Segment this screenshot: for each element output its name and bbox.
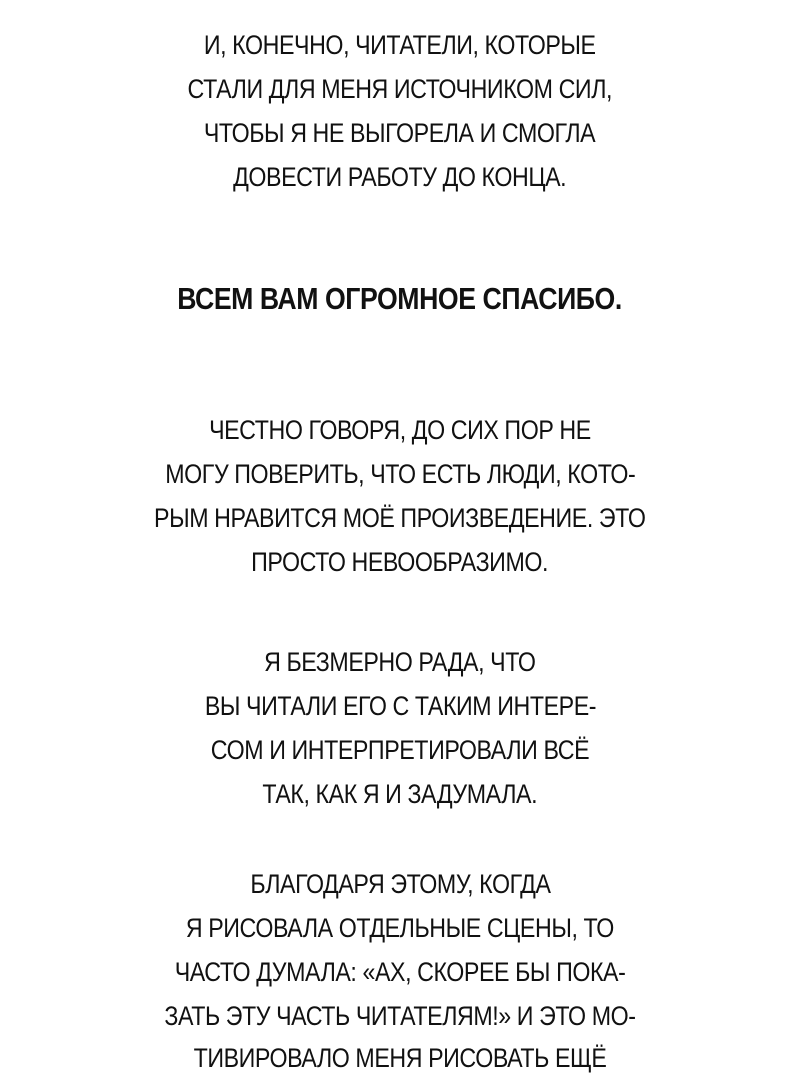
text: И, КОНЕЧНО, ЧИТАТЕЛИ, КОТОРЫЕ bbox=[204, 30, 596, 60]
text-line bbox=[0, 545, 800, 579]
text: ВЫ ЧИТАЛИ ЕГО С ТАКИМ ИНТЕРЕ- bbox=[204, 691, 596, 721]
text: ЧАСТО ДУМАЛА: «АХ, СКОРЕЕ БЫ ПОКА- bbox=[174, 957, 626, 987]
text: ЗАТЬ ЭТУ ЧАСТЬ ЧИТАТЕЛЯМ!» И ЭТО МО- bbox=[164, 1001, 636, 1031]
text-line bbox=[0, 733, 800, 767]
text-line bbox=[0, 72, 800, 106]
text: Я БЕЗМЕРНО РАДА, ЧТО bbox=[264, 647, 536, 677]
text-line bbox=[0, 645, 800, 679]
text-line bbox=[0, 116, 800, 150]
text-line bbox=[0, 457, 800, 491]
text: ДОВЕСТИ РАБОТУ ДО КОНЦА. bbox=[233, 162, 567, 192]
text: СТАЛИ ДЛЯ МЕНЯ ИСТОЧНИКОМ СИЛ, bbox=[187, 74, 613, 104]
text: ЧТОБЫ Я НЕ ВЫГОРЕЛА И СМОГЛА bbox=[204, 118, 596, 148]
text: Я РИСОВАЛА ОТДЕЛЬНЫЕ СЦЕНЫ, ТО bbox=[185, 913, 614, 943]
text: ПРОСТО НЕВООБРАЗИМО. bbox=[251, 547, 549, 577]
heading-line bbox=[0, 282, 800, 316]
text: ЧЕСТНО ГОВОРЯ, ДО СИХ ПОР НЕ bbox=[209, 415, 591, 445]
text-line bbox=[0, 689, 800, 723]
text-line bbox=[0, 1041, 800, 1075]
text: ТАК, КАК Я И ЗАДУМАЛА. bbox=[262, 779, 538, 809]
text-line bbox=[0, 501, 800, 535]
text-line bbox=[0, 999, 800, 1033]
text: МОГУ ПОВЕРИТЬ, ЧТО ЕСТЬ ЛЮДИ, КОТО- bbox=[164, 459, 636, 489]
text-line bbox=[0, 160, 800, 194]
text: СОМ И ИНТЕРПРЕТИРОВАЛИ ВСЁ bbox=[210, 735, 590, 765]
text: ТИВИРОВАЛО МЕНЯ РИСОВАТЬ ЕЩЁ bbox=[193, 1043, 607, 1073]
text: РЫМ НРАВИТСЯ МОЁ ПРОИЗВЕДЕНИЕ. ЭТО bbox=[154, 503, 646, 533]
text: ВСЕМ ВАМ ОГРОМНОЕ СПАСИБО. bbox=[177, 281, 623, 316]
text-line bbox=[0, 867, 800, 901]
text-line bbox=[0, 28, 800, 62]
text-line bbox=[0, 413, 800, 447]
text: БЛАГОДАРЯ ЭТОМУ, КОГДА bbox=[249, 869, 551, 899]
text-line bbox=[0, 955, 800, 989]
text-line bbox=[0, 777, 800, 811]
text-line bbox=[0, 911, 800, 945]
